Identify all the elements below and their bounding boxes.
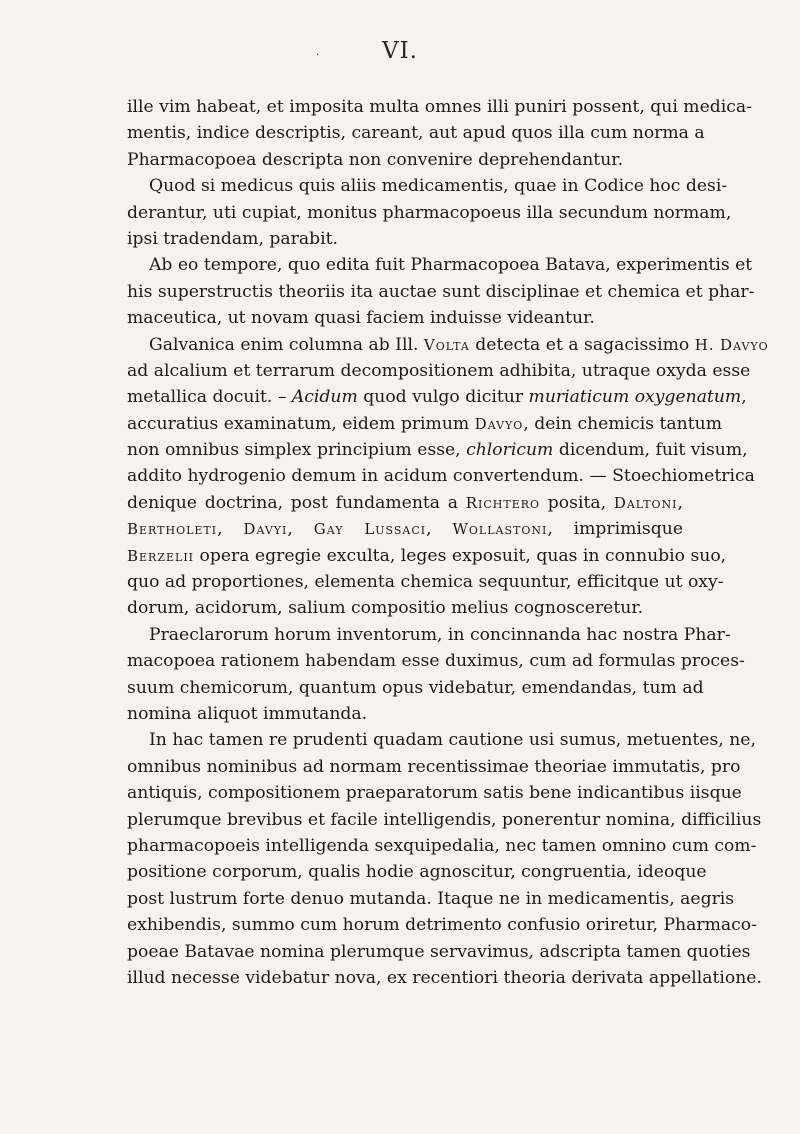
text-line: mentis, indice descriptis, careant, aut apud quos illa cum norma a: [127, 123, 705, 144]
text-line: Quod si medicus quis aliis medicamentis, quae in Codice hoc desi-: [149, 176, 728, 197]
text-line: dorum, acidorum, salium compositio melius cognosceretur.: [127, 598, 644, 619]
text-line: his superstructis theoriis ita auctae sunt disciplinae et chemica et phar-: [127, 281, 755, 302]
text-line: suum chemicorum, quantum opus videbatur, emendandas, tum ad: [127, 677, 704, 698]
text-line: non omnibus simplex principium esse, chloricum dicendum, fuit visum,: [127, 440, 748, 461]
text-line: metallica docuit. – Acidum quod vulgo dicitur muriaticum oxygenatum,: [127, 387, 747, 408]
text-line: Pharmacopoea descripta non convenire deprehendantur.: [127, 149, 624, 170]
text-line: illud necesse videbatur nova, ex recentiori theoria derivata appellatione.: [127, 967, 762, 988]
text-line: antiquis, compositionem praeparatorum satis bene indicantibus iisque: [127, 783, 742, 804]
body-text: [127, 94, 769, 991]
text-line: positione corporum, qualis hodie agnoscitur, congruentia, ideoque: [127, 862, 707, 883]
text-line: ille vim habeat, et imposita multa omnes illi puniri possent, qui medica-: [127, 97, 752, 117]
page-number-text: VI.: [381, 38, 418, 64]
text-line: nomina aliquot immutanda.: [127, 703, 368, 724]
text-line: denique doctrina, post fundamenta a Richtero posita, Daltoni,: [127, 492, 683, 513]
paragraph: [127, 727, 762, 991]
text-line: derantur, uti cupiat, monitus pharmacopoeus illa secundum normam,: [127, 202, 732, 223]
text-line: exhibendis, summo cum horum detrimento confusio oriretur, Pharmaco-: [127, 915, 757, 936]
text-line: Galvanica enim columna ab Ill. Volta detecta et a sagacissimo H. Davyo: [149, 334, 769, 355]
text-line: Praeclarorum horum inventorum, in concinnanda hac nostra Phar-: [149, 624, 731, 645]
text-line: omnibus nominibus ad normam recentissimae theoriae immutatis, pro: [127, 756, 741, 777]
text-line: post lustrum forte denuo mutanda. Itaque ne in medicamentis, aegris: [127, 888, 735, 909]
text-line: poeae Batavae nomina plerumque servavimus, adscripta tamen quoties: [127, 941, 751, 962]
text-line: pharmacopoeis intelligenda sexquipedalia, nec tamen omnino cum com-: [127, 835, 757, 856]
paragraph: [127, 94, 752, 173]
text-line: Ab eo tempore, quo edita fuit Pharmacopoea Batava, experimentis et: [149, 255, 753, 276]
text-line: ad alcalium et terrarum decompositionem adhibita, utraque oxyda esse: [127, 360, 751, 381]
text-line: plerumque brevibus et facile intelligendis, ponerentur nomina, difficilius: [127, 809, 762, 830]
text-line: accuratius examinatum, eidem primum Davyo, dein chemicis tantum: [127, 413, 723, 434]
paragraph: [127, 252, 755, 331]
text-line: Bertholeti, Davyi, Gay Lussaci, Wollastoni, imprimisque: [127, 519, 683, 540]
text-line: addito hydrogenio demum in acidum convertendum. — Stoechiometrica: [127, 466, 755, 487]
text-line: Berzelii opera egregie exculta, leges exposuit, quas in connubio suo,: [127, 545, 727, 566]
text-line: In hac tamen re prudenti quadam cautione usi sumus, metuentes, ne,: [149, 730, 756, 751]
page-mark: ·: [316, 50, 321, 61]
text-line: ipsi tradendam, parabit.: [127, 228, 338, 249]
text-line: quo ad proportiones, elementa chemica sequuntur, efficitque ut oxy-: [127, 572, 724, 593]
paragraph: [127, 173, 732, 252]
paragraph: [127, 622, 745, 728]
text-line: macopoea rationem habendam esse duximus, cum ad formulas proces-: [127, 651, 745, 672]
page-number: [0, 38, 800, 64]
text-line: maceutica, ut novam quasi faciem induisse videantur.: [127, 308, 595, 329]
paragraph: [127, 332, 769, 622]
